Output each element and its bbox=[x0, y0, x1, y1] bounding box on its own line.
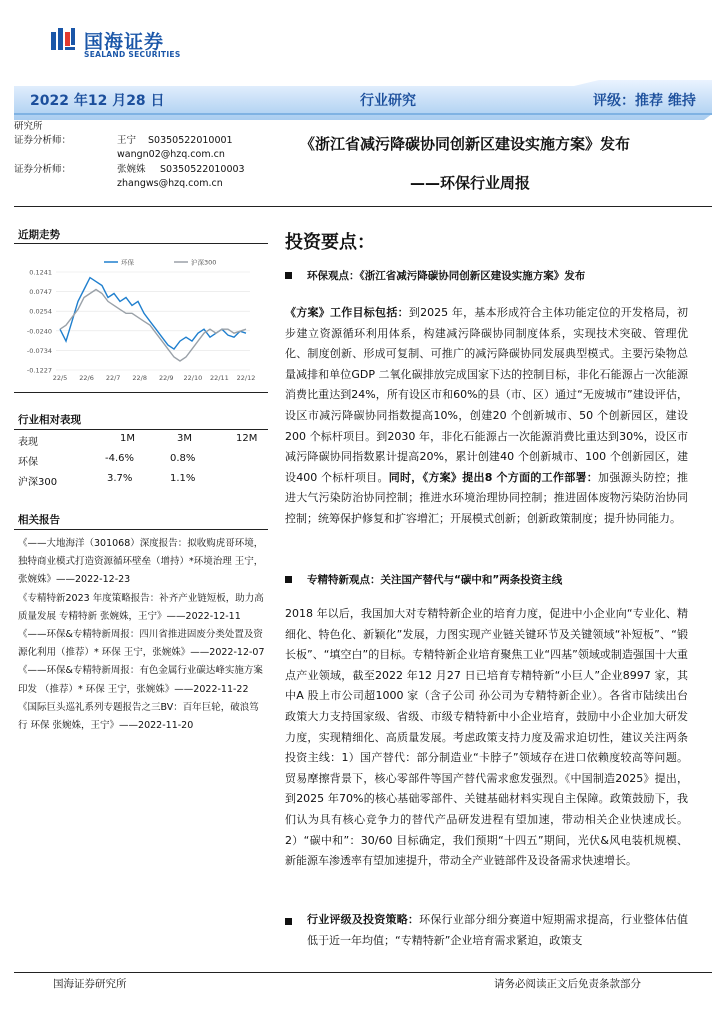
x-tick-label: 22/5 bbox=[52, 374, 68, 382]
perf-header-1: 1M bbox=[120, 433, 135, 444]
report-item[interactable]: 《——环保&专精特新周报：有色金属行业碳达峰实施方案印发 （推荐）* 环保 王宁，张婉姝》——2022-11-22 bbox=[18, 665, 263, 695]
trend-chart bbox=[14, 252, 268, 388]
logo-name-en: SEALAND SECURITIES bbox=[84, 50, 181, 59]
perf-row-1-1m: 3.7% bbox=[107, 473, 133, 484]
report-item[interactable]: 《——大地海洋（301068）深度报告：拟收购虎哥环境，独特商业模式打造资源循环壁垒（增持）*环境治理 王宁，张婉姝》——2022-12-23 bbox=[18, 538, 264, 586]
section-1-text: 到2025 年，基本形成符合主体功能定位的开发格局，初步建立资源循环利用体系，构建减污降碳协同制度体系，实现技术突破、管理优化、制度创新、形成可复制、可推广的减污降碳协同发展典型模式。主要污染物总量减排和单位GDP 二氧化碳排放完成国家下达的控制目标，非化石能源占一次能源消费比重达到24%，所有设区市和60%的县（市、区）通过“无废城市”建设评估，设区市减污降碳协同指数提高10%，创建20 个创新城市、50 个创新园区，建设200 个标杆项目。到2030 年，非化石能源占一次能源消费比重达到30%，设区市减污降碳协同指数累计提高20%，累计创建40 个创新城市、100 个创新园区，建设400 个标杆项目。 bbox=[285, 306, 688, 484]
trend-label: 近期走势 bbox=[18, 229, 60, 241]
perf-header-3: 12M bbox=[236, 433, 258, 444]
analyst-2-id: S0350522010003 bbox=[160, 164, 245, 175]
perf-divider bbox=[14, 429, 268, 430]
analyst-1-email[interactable]: wangn02@hzq.com.cn bbox=[117, 149, 225, 160]
sealand-logo-icon bbox=[50, 26, 76, 52]
x-tick-label: 22/12 bbox=[236, 374, 256, 382]
y-tick-label: 0.0747 bbox=[29, 288, 52, 297]
section-1-title: 环保观点：《浙江省减污降碳协同创新区建设实施方案》发布 bbox=[307, 270, 586, 282]
analyst-2-role: 证券分析师： bbox=[14, 164, 72, 175]
analyst-2-name: 张婉姝 bbox=[117, 164, 146, 175]
report-item[interactable]: 《专精特新2023 年度策略报告：补齐产业链短板，助力高质量发展 专精特新 张婉姝，王宁》——2022-12-11 bbox=[18, 592, 264, 622]
section-2-text: 2018 年以后，我国加大对专精特新企业的培育力度，促进中小企业向“专业化、精细化、特色化、新颖化”发展，力图实现产业链关键环节及关键领域“补短板”、“锻长板”、“填空白”的目标。专精特新企业培育聚焦工业“四基”领域或制造强国十大重点产业领域，截至2022 年12 月27 日已培育专精特新“小巨人”企业8997 家，其中A 股上市公司超1000 家（含子公司 孙公司为专精特新企业）。各省市陆续出台政策大力支持国家级、省级、市级专精特新中小企业培育，鼓励中小企业加大研发力度，实现精细化、高质量发展。考虑政策支持力度及需求迫切性，建议关注两条投资主线：1）国产替代：部分制造业“卡脖子”领域存在进口依赖度较高等问题。贸易摩擦背景下，核心零部件等国产替代需求愈发强烈。《中国制造2025》提出，到2025 年70%的核心基础零部件、关键基础材料实现自主保障。政策鼓励下，我们认为具有核心竞争力的替代产品研发进程有望加速，带动相关企业快速成长。2）“碳中和”：30/60 目标确定，我们预期“十四五”期间，光伏&风电装机规模、新能源车渗透率有望加速提升，带动全产业链部件及设备需求快速增长。 bbox=[285, 607, 688, 868]
report-item[interactable]: 《——环保&专精特新周报：四川省推进固废分类处置及资源化利用（推荐）* 环保 王宁，张婉姝》——2022-12-07 bbox=[18, 629, 265, 659]
x-tick-label: 22/6 bbox=[79, 374, 94, 382]
legend-label: 沪深300 bbox=[191, 258, 217, 267]
y-tick-label: -0.0240 bbox=[26, 327, 52, 336]
series-line bbox=[60, 278, 246, 350]
report-item[interactable]: 《国际巨头巡礼系列专题报告之三BV：百年巨轮，破浪笃行 环保 张婉姝，王宁》——2022-11-20 bbox=[18, 701, 259, 732]
report-title: 《浙江省减污降碳协同创新区建设实施方案》发布 bbox=[300, 135, 631, 153]
y-tick-label: 0.1241 bbox=[29, 268, 52, 277]
related-reports-list bbox=[18, 535, 268, 735]
footer-divider bbox=[14, 972, 712, 973]
bullet-square-icon bbox=[285, 272, 292, 279]
perf-header-0: 表现 bbox=[18, 437, 38, 448]
header-divider bbox=[14, 206, 712, 207]
bullet-square-icon bbox=[285, 918, 292, 925]
perf-row-0-1m: -4.6% bbox=[105, 453, 135, 464]
reports-label: 相关报告 bbox=[18, 514, 60, 526]
x-tick-label: 22/10 bbox=[183, 374, 203, 382]
section-1-lead-2: 同时，《方案》提出8 个方面的工作部署： bbox=[388, 470, 599, 484]
footer-right: 请务必阅读正文后免责条款部分 bbox=[494, 978, 641, 990]
x-tick-label: 22/9 bbox=[158, 374, 174, 382]
x-tick-label: 22/11 bbox=[210, 374, 229, 382]
analyst-2-email[interactable]: zhangws@hzq.com.cn bbox=[117, 178, 223, 189]
footer-left: 国海证券研究所 bbox=[53, 978, 127, 990]
legend-label: 环保 bbox=[121, 258, 134, 267]
section-1-body bbox=[285, 303, 688, 530]
trend-divider bbox=[14, 243, 268, 244]
research-dept: 研究所 bbox=[14, 121, 43, 132]
bullet-square-icon bbox=[285, 576, 292, 583]
analyst-1-role: 证券分析师： bbox=[14, 135, 72, 146]
x-tick-label: 22/8 bbox=[132, 374, 148, 382]
invest-heading: 投资要点： bbox=[285, 232, 375, 253]
perf-row-1-3m: 1.1% bbox=[170, 473, 196, 484]
report-rating: 评级：推荐 维持 bbox=[593, 93, 696, 109]
perf-row-0-name: 环保 bbox=[18, 457, 38, 468]
y-tick-label: 0.0254 bbox=[29, 307, 52, 316]
y-tick-label: -0.1227 bbox=[26, 366, 52, 375]
report-date: 2022 年12 月28 日 bbox=[30, 93, 165, 109]
section-1-text-2: 加强源头防控；推进大气污染防治协同控制；推进水环境治理协同控制；推进固体废物污染防治协同控制；统筹保护修复和扩容增汇；开展模式创新；创新政策制度；提升协同能力。 bbox=[285, 470, 689, 525]
section-3-text: 环保行业部分细分赛道中短期需求提高，行业整体估值低于近一年均值；“专精特新”企业培育需求紧迫，政策支 bbox=[307, 913, 689, 947]
reports-divider bbox=[14, 529, 268, 530]
y-tick-label: -0.0734 bbox=[26, 346, 52, 355]
perf-row-1-name: 沪深300 bbox=[18, 477, 58, 488]
perf-row-0-3m: 0.8% bbox=[170, 453, 196, 464]
logo-name-cn: 国海证券 bbox=[84, 31, 165, 53]
report-subtitle: ——环保行业周报 bbox=[410, 174, 531, 192]
section-3-title: 行业评级及投资策略： bbox=[307, 913, 420, 926]
report-category: 行业研究 bbox=[360, 93, 416, 109]
analyst-1-id: S0350522010001 bbox=[148, 135, 233, 146]
section-2-title: 专精特新观点：关注国产替代与“碳中和”两条投资主线 bbox=[307, 574, 563, 586]
x-tick-label: 22/7 bbox=[105, 374, 121, 382]
perf-header-2: 3M bbox=[177, 433, 192, 444]
chart-bottom-divider bbox=[14, 392, 268, 393]
section-3-body bbox=[307, 910, 688, 951]
analyst-1-name: 王宁 bbox=[117, 135, 137, 146]
section-1-lead: 《方案》工作目标包括： bbox=[285, 306, 409, 319]
perf-label: 行业相对表现 bbox=[18, 414, 81, 426]
